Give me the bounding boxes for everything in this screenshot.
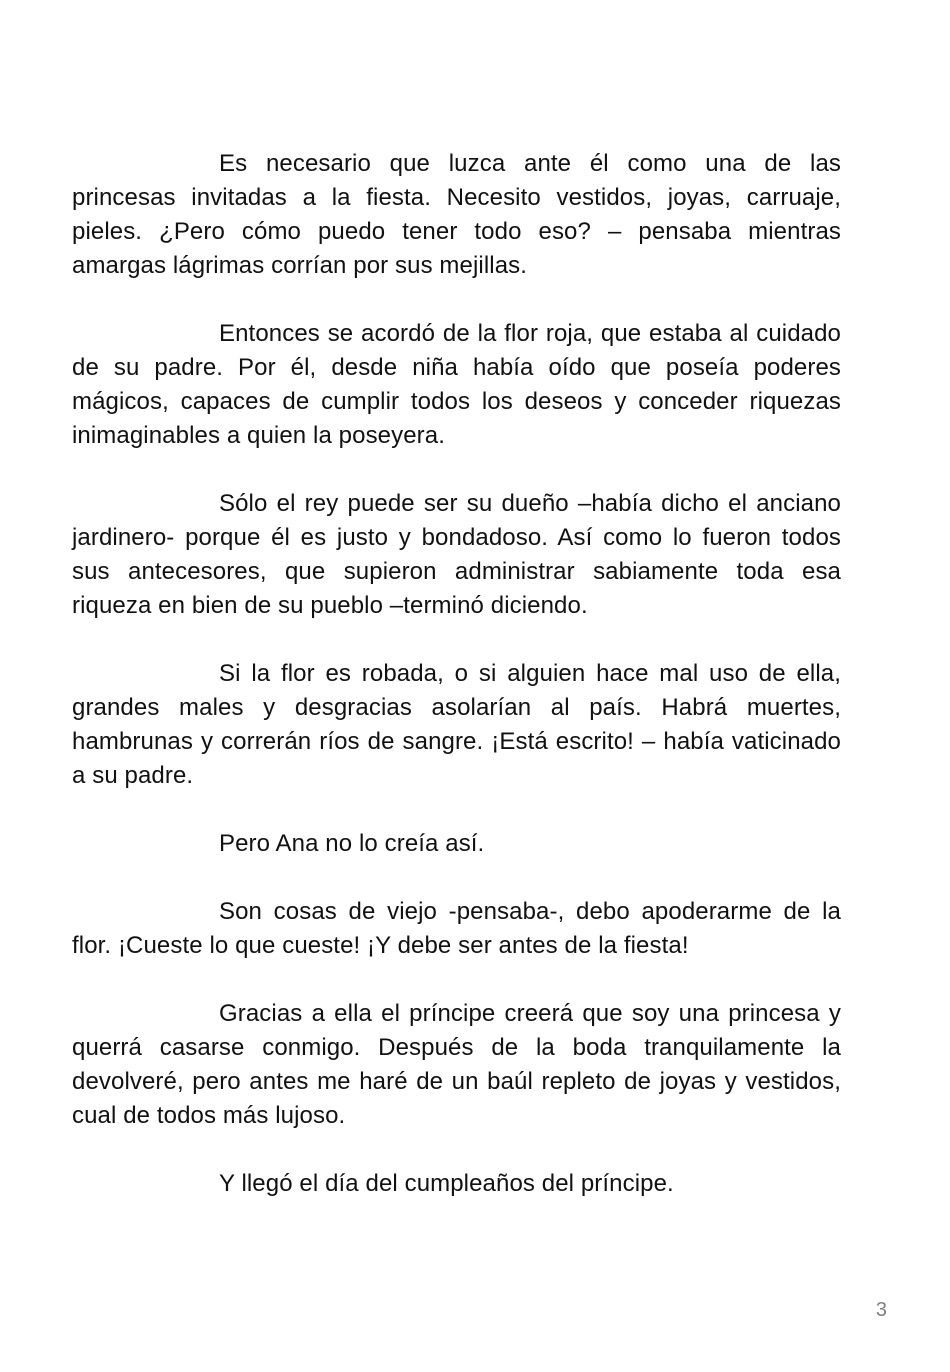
paragraph-3: Sólo el rey puede ser su dueño –había dicho el anciano jardinero- porque él es justo y bondadoso. Así como lo fueron todos sus antecesores, que supieron administrar sabiamente toda esa riqueza en bien de su pueblo –terminó diciendo. (72, 490, 841, 619)
paragraph-1: Es necesario que luzca ante él como una de las princesas invitadas a la fiesta. Necesito vestidos, joyas, carruaje, pieles. ¿Pero cómo puedo tener todo eso? – pensaba mientras amargas lágrimas corrían por sus mejillas. (72, 150, 841, 279)
paragraph-2: Entonces se acordó de la flor roja, que estaba al cuidado de su padre. Por él, desde niña había oído que poseía poderes mágicos, capaces de cumplir todos los deseos y conceder riquezas inimaginables a quien la poseyera. (72, 320, 841, 449)
paragraph-6: Son cosas de viejo -pensaba-, debo apoderarme de la flor. ¡Cueste lo que cueste! ¡Y debe ser antes de la fiesta! (72, 898, 841, 959)
page-number: 3 (875, 1299, 887, 1321)
paragraph-4: Si la flor es robada, o si alguien hace mal uso de ella, grandes males y desgracias asolarían al país. Habrá muertes, hambrunas y correrán ríos de sangre. ¡Está escrito! – había vaticinado a su padre. (72, 660, 841, 789)
page-content (72, 147, 841, 1235)
paragraph-8: Y llegó el día del cumpleaños del príncipe. (219, 1170, 674, 1197)
paragraph-7: Gracias a ella el príncipe creerá que soy una princesa y querrá casarse conmigo. Después de la boda tranquilamente la devolveré, pero antes me haré de un baúl repleto de joyas y vestidos, cual de todos más lujoso. (72, 1000, 841, 1129)
paragraph-5: Pero Ana no lo creía así. (219, 830, 485, 857)
